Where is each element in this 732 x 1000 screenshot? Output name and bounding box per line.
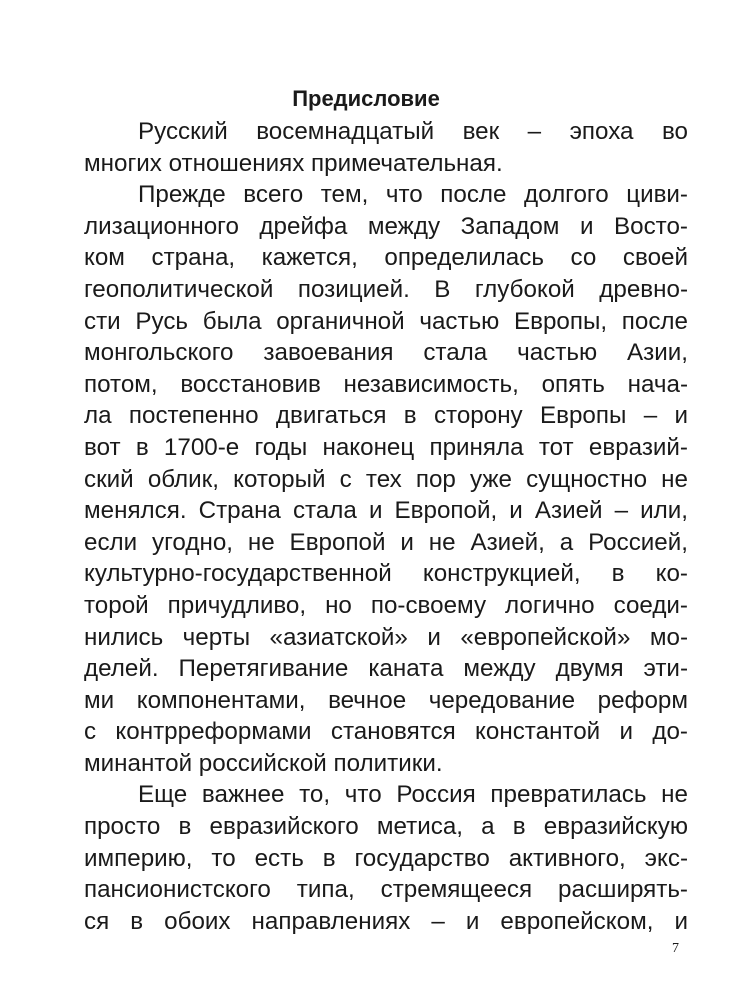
text-line: потом, восстановив независимость, опять нача-	[84, 370, 688, 398]
text-line: торой причудливо, но по-своему логично соеди-	[84, 591, 688, 619]
text-line: минантой российской политики.	[84, 749, 443, 777]
text-line: ла постепенно двигаться в сторону Европы – и	[84, 402, 688, 430]
text-line: ком страна, кажется, определилась со своей	[84, 244, 688, 272]
text-line: просто в евразийского метиса, а в евразийскую	[84, 813, 688, 841]
text-line: геополитической позицией. В глубокой древно-	[84, 275, 688, 303]
text-line: культурно-государственной конструкцией, в ко-	[84, 560, 688, 588]
text-line: лизационного дрейфа между Западом и Восто-	[84, 212, 688, 240]
text-line: Прежде всего тем, что после долгого циви-	[138, 181, 688, 209]
text-line: вот в 1700-е годы наконец приняла тот евразий-	[84, 433, 688, 461]
text-line: многих отношениях примечательная.	[84, 149, 503, 177]
text-line: сти Русь была органичной частью Европы, после	[84, 307, 688, 335]
body-text	[84, 116, 688, 937]
text-line: нились черты «азиатской» и «европейской» мо-	[84, 623, 688, 651]
page-number: 7	[672, 941, 679, 956]
text-line: менялся. Страна стала и Европой, и Азией – или,	[84, 497, 688, 525]
text-line: ся в обоих направлениях – и европейском, и	[84, 907, 688, 935]
text-line: делей. Перетягивание каната между двумя эти-	[84, 655, 688, 683]
text-line: империю, то есть в государство активного, экс-	[84, 844, 688, 872]
text-line: Русский восемнадцатый век – эпоха во	[138, 118, 688, 145]
text-line: монгольского завоевания стала частью Азии,	[84, 339, 688, 367]
text-line: если угодно, не Европой и не Азией, а Россией,	[84, 528, 688, 556]
text-line: с контрреформами становятся константой и до-	[84, 718, 688, 746]
text-line: ми компонентами, вечное чередование реформ	[84, 686, 688, 714]
chapter-heading: Предисловие	[292, 86, 440, 111]
text-line: ский облик, который с тех пор уже сущностно не	[84, 465, 688, 493]
text-line: пансионистского типа, стремящееся расширять-	[84, 876, 688, 904]
text-line: Еще важнее то, что Россия превратилась не	[138, 781, 688, 809]
